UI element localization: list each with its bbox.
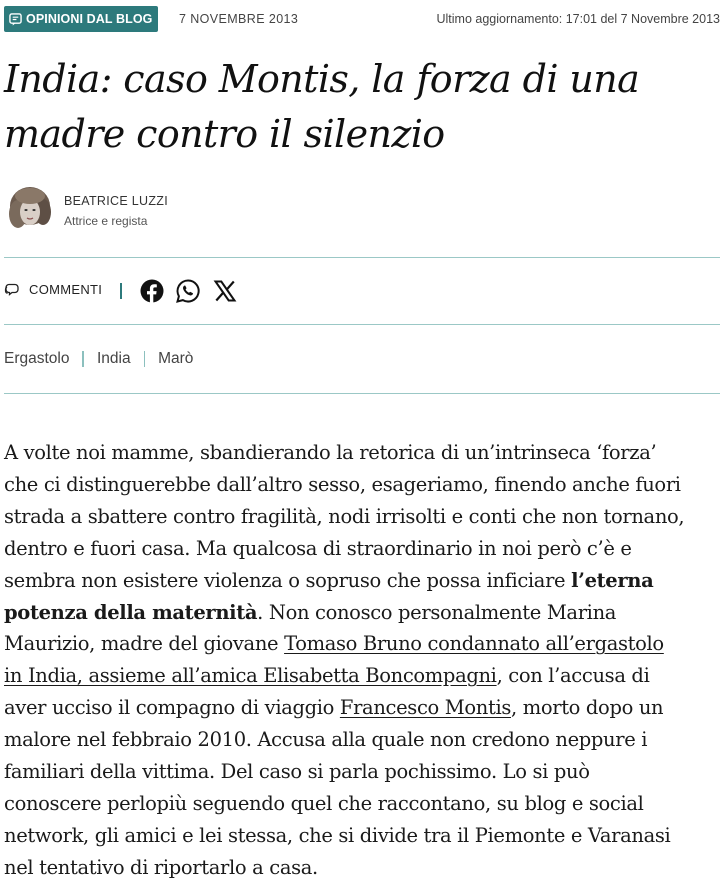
blog-category-badge[interactable] bbox=[4, 6, 158, 32]
body-line bbox=[4, 692, 720, 724]
divider bbox=[4, 393, 720, 394]
comments-label: COMMENTI bbox=[29, 281, 103, 297]
author-name[interactable]: BEATRICE LUZZI bbox=[64, 194, 168, 208]
article-body bbox=[4, 437, 720, 884]
share-bar bbox=[4, 276, 720, 306]
title-line-1: India: caso Montis, la forza di una bbox=[4, 57, 640, 101]
facebook-icon[interactable] bbox=[140, 279, 164, 303]
body-line bbox=[4, 565, 720, 597]
blog-icon bbox=[9, 13, 22, 26]
tag-separator bbox=[82, 351, 84, 367]
body-bold-text: potenza della maternità bbox=[4, 600, 258, 624]
avatar bbox=[6, 184, 54, 236]
article-header-bar bbox=[4, 6, 720, 32]
tag-list bbox=[4, 350, 193, 368]
whatsapp-icon[interactable] bbox=[176, 279, 200, 303]
tag-india[interactable]: India bbox=[96, 350, 131, 367]
body-line bbox=[4, 660, 720, 692]
body-line bbox=[4, 597, 720, 629]
body-line: A volte noi mamme, sbandierando la retorica di un’intrinseca ‘forza’ bbox=[4, 441, 657, 464]
tag-separator bbox=[144, 351, 146, 367]
body-line: dentro e fuori casa. Ma qualcosa di straordinario in noi però c’è e bbox=[4, 536, 632, 560]
article-title bbox=[4, 52, 716, 162]
divider bbox=[4, 257, 720, 258]
body-line: network, gli amici e lei stessa, che si divide tra il Piemonte e Varanasi bbox=[4, 823, 671, 847]
body-text: Maurizio, madre del giovane bbox=[4, 632, 285, 656]
body-line: familiari della vittima. Del caso si parla pochissimo. Lo si può bbox=[4, 760, 590, 784]
body-text: , con l’accusa di bbox=[496, 664, 650, 688]
body-text: . Non conosco personalmente Marina bbox=[257, 600, 617, 624]
link-tomaso-bruno-cont[interactable]: in India, assieme all’amica Elisabetta Boncompagni bbox=[4, 664, 497, 688]
body-bold-text: l’eterna bbox=[571, 568, 654, 592]
author-block[interactable] bbox=[6, 184, 406, 238]
x-icon[interactable] bbox=[213, 279, 237, 303]
comment-icon bbox=[4, 281, 20, 297]
comments-link[interactable] bbox=[4, 281, 102, 297]
link-francesco-montis[interactable]: Francesco Montis bbox=[339, 696, 511, 720]
divider bbox=[4, 324, 720, 325]
tag-ergastolo[interactable]: Ergastolo bbox=[4, 350, 70, 367]
body-line: strada a sbattere contro fragilità, nodi irrisolti e conti che non tornano, bbox=[4, 504, 685, 528]
body-line: conoscere perlopiù seguendo quel che raccontano, su blog e social bbox=[4, 791, 644, 815]
author-role: Attrice e regista bbox=[64, 214, 148, 228]
body-line: che ci distinguerebbe dall’altro sesso, esageriamo, finendo anche fuori bbox=[4, 472, 681, 496]
body-line: nel tentativo di riportarlo a casa. bbox=[4, 855, 318, 879]
tag-maro[interactable]: Marò bbox=[158, 350, 194, 367]
title-line-2: madre contro il silenzio bbox=[4, 112, 445, 156]
body-line bbox=[4, 628, 720, 660]
badge-label: OPINIONI DAL BLOG bbox=[26, 12, 153, 26]
publish-date: 7 NOVEMBRE 2013 bbox=[179, 12, 299, 26]
link-tomaso-bruno[interactable]: Tomaso Bruno condannato all’ergastolo bbox=[284, 632, 664, 656]
share-separator bbox=[120, 283, 122, 299]
body-text: aver ucciso il compagno di viaggio bbox=[4, 696, 340, 720]
body-line: malore nel febbraio 2010. Accusa alla quale non credono neppure i bbox=[4, 728, 648, 752]
body-text: sembra non esistere violenza o sopruso che possa inficiare bbox=[4, 568, 572, 592]
last-updated: Ultimo aggiornamento: 17:01 del 7 Novembre 2013 bbox=[436, 12, 720, 26]
body-text: , morto dopo un bbox=[511, 696, 664, 720]
